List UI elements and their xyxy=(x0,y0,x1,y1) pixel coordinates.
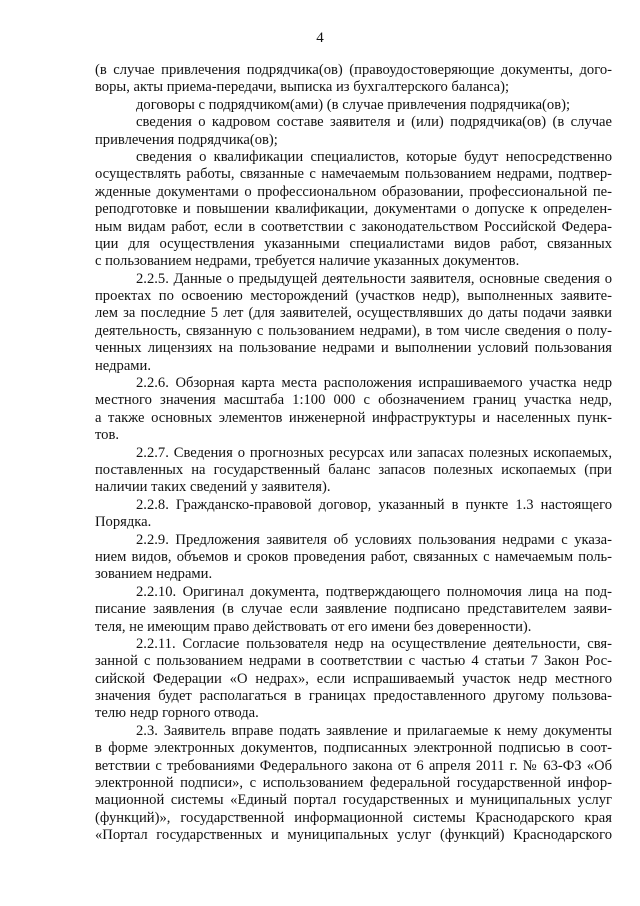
paragraph-2-3 xyxy=(95,723,612,845)
text-line: теля, не имеющим право действовать от его имени без доверенности). xyxy=(95,618,532,635)
text-line: с пользованием недрами, требуется наличие указанных документов. xyxy=(95,253,520,270)
text-line: телю недр горного отвода. xyxy=(95,705,259,722)
text-line: наличии таких сведений у заявителя). xyxy=(95,479,331,496)
text-line: сийской Федерации «О недрах», если испрашиваемый участок недр местного xyxy=(95,670,612,687)
text-line: писание заявления (в случае если заявление подписано представителем заяви- xyxy=(95,601,612,618)
paragraph-2-2-6 xyxy=(95,375,612,445)
paragraph-continuation xyxy=(95,62,612,97)
text-line: электронной подписи», с использованием федеральной государственной инфор- xyxy=(95,775,612,792)
text-line: «Портал государственных и муниципальных услуг (функций) Краснодарского xyxy=(95,827,612,844)
text-line: ветствии с требованиями Федерального закона от 6 апреля 2011 г. № 63-ФЗ «Об xyxy=(95,757,612,774)
text-line: в форме электронных документов, подписанных электронной подписью в соот- xyxy=(95,740,612,757)
text-line: сведения о кадровом составе заявителя и (или) подрядчика(ов) (в случае xyxy=(136,114,612,131)
paragraph-2-2-11 xyxy=(95,636,612,723)
text-line: сведения о квалификации специалистов, которые будут непосредственно xyxy=(136,148,612,165)
text-line: договоры с подрядчиком(ами) (в случае привлечения подрядчика(ов); xyxy=(136,96,571,113)
paragraph-qualification-info xyxy=(95,149,612,271)
text-line: поставленных на государственный баланс запасов полезных ископаемых (при xyxy=(95,461,612,478)
document-body xyxy=(95,62,612,845)
text-line: 2.2.7. Сведения о прогнозных ресурсах или запасах полезных ископаемых, xyxy=(136,444,612,461)
paragraph-2-2-7 xyxy=(95,445,612,497)
text-line: недрами. xyxy=(95,357,151,374)
text-line: мационной системы «Единый портал государственных и муниципальных услуг xyxy=(95,792,612,809)
text-line: 2.2.10. Оригинал документа, подтверждающего полномочия лица на под- xyxy=(136,583,612,600)
text-line: Порядка. xyxy=(95,514,152,531)
text-line: занной с пользованием недрами в соответствии с частью 4 статьи 7 Закон Рос- xyxy=(95,653,612,670)
text-line: тов. xyxy=(95,427,120,444)
page-number: 4 xyxy=(316,30,324,46)
text-line: реподготовке и повышении квалификации, документами о допуске к определен- xyxy=(95,201,612,218)
text-line: ченных лицензиях на пользование недрами и выполнении условий пользования xyxy=(95,340,612,357)
text-line: осуществлять работы, связанные с намечаемым пользованием недрами, подтвер- xyxy=(95,166,612,183)
text-line: зованием недрами. xyxy=(95,566,213,583)
paragraph-2-2-5 xyxy=(95,271,612,375)
text-line: 2.2.6. Обзорная карта места расположения испрашиваемого участка недр xyxy=(136,375,612,392)
text-line: 2.2.8. Гражданско-правовой договор, указанный в пункте 1.3 настоящего xyxy=(136,496,612,513)
paragraph-2-2-8 xyxy=(95,497,612,532)
paragraph-2-2-9 xyxy=(95,532,612,584)
paragraph-2-2-10 xyxy=(95,584,612,636)
text-line: ции для осуществления указанными специалистами видов работ, связанных xyxy=(95,235,612,252)
text-line: ным видам работ, если в соответствии с законодательством Российской Федера- xyxy=(95,218,612,235)
text-line: привлечения подрядчика(ов); xyxy=(95,131,278,148)
text-line: (функций)», государственной информационной системы Краснодарского края xyxy=(95,809,612,826)
paragraph-staff-info xyxy=(95,114,612,149)
text-line: 2.2.5. Данные о предыдущей деятельности заявителя, основные сведения о xyxy=(136,270,612,287)
text-line: 2.2.9. Предложения заявителя об условиях пользования недрами с указа- xyxy=(136,531,612,548)
text-line: 2.2.11. Согласие пользователя недр на осуществление деятельности, свя- xyxy=(136,635,612,652)
paragraph-contracts-with-contractors xyxy=(95,97,612,114)
text-line: местного значения масштаба 1:100 000 с обозначением границ участка недр, xyxy=(95,392,612,409)
text-line: деятельность, связанную с пользованием недрами), в том числе сведения о полу- xyxy=(95,322,612,339)
text-line: (в случае привлечения подрядчика(ов) (правоудостоверяющие документы, дого- xyxy=(95,62,612,78)
text-line: проектах по освоению месторождений (участков недр), выполненных заявите- xyxy=(95,288,612,305)
text-line: 2.3. Заявитель вправе подать заявление и прилагаемые к нему документы xyxy=(136,722,612,739)
text-line: значения будет располагаться в границах предоставленного другому пользова- xyxy=(95,688,612,705)
text-line: воры, акты приема-передачи, выписка из бухгалтерского баланса); xyxy=(95,79,510,96)
text-line: жденные документами о профессиональном образовании, профессиональной пе- xyxy=(95,183,612,200)
text-line: лем за последние 5 лет (для заявителей, осуществлявших до даты подачи заявки xyxy=(95,305,612,322)
text-line: нием видов, объемов и сроков проведения работ, связанных с намечаемым поль- xyxy=(95,548,612,565)
text-line: а также основных элементов инженерной инфраструктуры и населенных пунк- xyxy=(95,409,612,426)
